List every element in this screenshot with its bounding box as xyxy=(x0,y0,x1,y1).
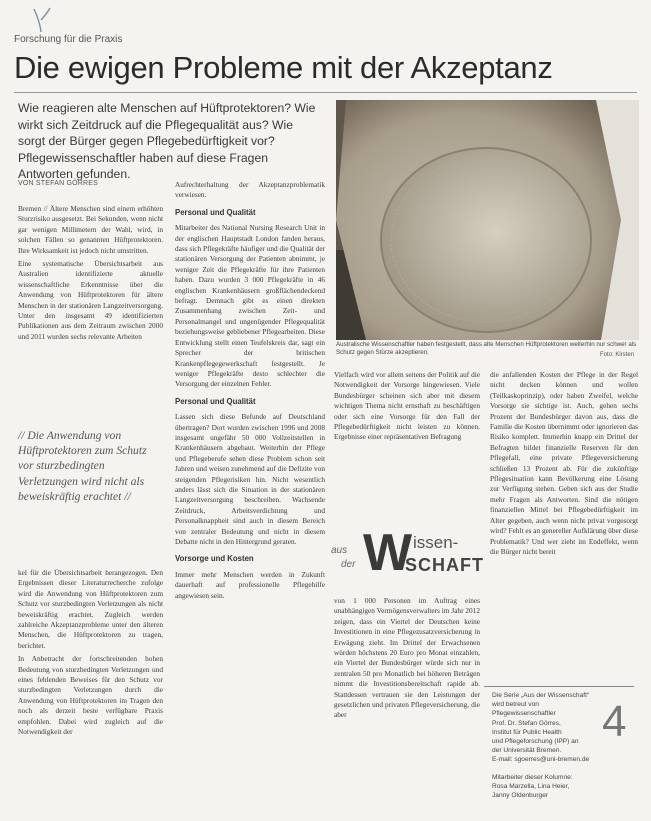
article-photo xyxy=(336,100,639,340)
logo-wissen: issen- xyxy=(413,533,459,552)
info-line: Die Serie „Aus der Wissenschaft“ xyxy=(492,692,590,699)
info-line: Pflegewissenschaftler xyxy=(492,710,556,718)
leaf-icon xyxy=(30,6,52,34)
info-divider xyxy=(484,686,634,687)
pull-quote: // Die Anwendung von Hüftprotektoren zum Schutz vor sturzbedingten Verletzungen wird nicht als beweiskräftig erachtet // xyxy=(18,429,147,503)
paragraph: kel für die Übersichtsarbeit herangezogen. Den Ergebnissen dieser Literaturrecherche zufolge wird die Anwendung von Hüftprotektoren zum Schutz vor sturzbedingten Verletzungen als nicht beweiskräftig erachtet. Zugleich werden zahlreiche Akzeptanzprobleme unter den älteren Menschen, die Hüftprotektoren zu tragen, berichtet. xyxy=(18,568,163,650)
title-rule xyxy=(14,92,637,93)
subheading: Vorsorge und Kosten xyxy=(175,554,254,564)
photo-caption: Australische Wissenschaftler haben festgestellt, dass alte Menschen Hüftprotektoren weiterhin nur schwer als Schutz gegen Stürze akzeptieren. xyxy=(336,341,637,357)
column-2 xyxy=(175,180,325,604)
info-line: Prof. Dr. Stefan Görres, xyxy=(492,719,561,727)
paragraph: Aufrechterhaltung der Akzeptanzproblematik verwiesen. xyxy=(175,180,325,200)
logo-initial: W xyxy=(363,524,413,582)
paragraph: Immer mehr Menschen werden in Zukunft dauerhaft auf professionelle Pflegehilfe angewiesen sein. xyxy=(175,569,325,600)
logo-schaft: SCHAFT xyxy=(405,555,484,575)
staff-title: Mitarbeiter dieser Kolumne: xyxy=(492,773,573,781)
paragraph: Mitarbeiter des National Nursing Research Unit in der englischen Hauptstadt London fanden heraus, dass sich Pflegekräfte häufiger und die Qualität der stationären Versorgung der Patienten abnimmt, je weniger Zeit die Pflegekräfte für ihre Patienten haben. Dazu wurden 3 000 Pflegekräfte in 46 englischen Krankenhäusern großflächendeckend befragt. Demnach gibt es einen direkten Zusammenhang zwischen Zeit- und Personalmangel und ungenügender Pflegequalität beziehungsweise gebliebener Pflegearbeiten. Diese Entwicklung stellt einen Teufelskreis dar, sagt ein Sprecher der britischen Krankenpflegegewerkschaft festgestellt. Je weniger Pflegekräfte desto schlechter die Versorgung der einzelnen Fehler. xyxy=(175,223,325,389)
series-number: 4 xyxy=(602,697,627,746)
paragraph: Bremen // Ältere Menschen sind einem erhöhten Sturzrisiko ausgesetzt. Bei Sekunden, wenn nicht gar wenigen Millimetern der Wahl, wird, in solchen Fällen so genannten Hüftprotektoren. Ihre Wirksamkeit ist jedoch nicht umstritten. xyxy=(18,204,163,255)
column-3-bottom: von 1 000 Personen im Auftrag eines unabhängigen Vermögensverwalters im Jahr 2012 zeigen, dass ein Viertel der Deutschen keine Investitionen in eine Pflegezusatzversicherung in Erwägung zieht. Im Drittel der Erwachsenen würden höchstens 20 Euro pro Monat einzahlen, ein Viertel der Bundesbürger würde sich nur in zentralen 50 pro Monatlich bei höheren Beträgen nimmt die Investitionsbereitschaft rapide ab. Stattdessen vertrauen sie den Leistungen der gesetzlichen und privaten Pflegeversicherung, die aber xyxy=(334,596,480,720)
info-line: wird betreut von xyxy=(492,701,539,709)
staff-line: Janny Oldenburger xyxy=(492,792,549,800)
subheading: Personal und Qualität xyxy=(175,396,256,406)
staff-line: Rosa Marzella, Lina Heier, xyxy=(492,782,570,790)
photo-credit: Foto: Kirsten xyxy=(600,352,635,358)
info-email: E-mail: sgoerres@uni-bremen.de xyxy=(492,756,590,764)
info-line: und Pflegeforschung (IPP) an xyxy=(492,738,579,746)
wissenschaft-logo xyxy=(327,524,484,589)
column-1-bottom xyxy=(18,568,163,741)
subheading: Personal und Qualität xyxy=(175,207,256,217)
paragraph: Eine systematische Übersichtsarbeit aus Australien identifizierte aktuelle wissenschaftliche Erkenntnisse über die Anwendung von Hüftprotektoren für ältere Menschen in der stationären Langzeitversorgung. Unter den insgesamt 49 identifizierten Publikationen aus dem Zeitraum zwischen 2000 und 2011 wurden sechs relevante Arbeiten xyxy=(18,259,163,341)
column-1-top xyxy=(18,204,163,345)
logo-aus: aus xyxy=(331,545,348,556)
paragraph: In Anbetracht der fortschreitenden hohen Bedeutung von sturzbedingten Verletzungen und eines fehlenden Beweises für den Schutz vor sturzbedingten Verletzungen durch die Anwendung von Hüftprotektoren im Tragen den noch als derzeit beste verfügbare Praxis empfohlen. Dabei wird zugleich auf die Notwendigkeit der xyxy=(18,654,163,737)
page-title: Die ewigen Probleme mit der Akzeptanz xyxy=(14,50,553,85)
paragraph: Lassen sich diese Befunde auf Deutschland übertragen? Dort wurden zwischen 1996 und 2008 insgesamt ungefähr 50 000 Vollzeitstellen in Krankenhäusern abgebaut. Weiterhin der Pflege und Pflegeberufe sehen diese Problem schon seit Jahren und weisen zunehmend auf die Defizite von steigenden Pflegerisiken hin. Nicht wesentlich anders lässt sich die Situation in der stationären Langzeitversorgung beschreiben. Wachsende Zeitdruck, Arbeitsverdichtung und Personalknappheit sind auch in diesem Bereich von zentraler Bedeutung und nicht in diesem Debatte nicht in den Hintergrund geraten. xyxy=(175,412,325,546)
info-line: Institut für Public Health xyxy=(492,728,562,736)
info-line: der Universität Bremen. xyxy=(492,747,562,755)
lead-paragraph: Wie reagieren alte Menschen auf Hüftprotektoren? Wie wirkt sich Zeitdruck auf die Pflegequalität aus? Wie sorgt der Bürger gegen Pflegebedürftigkeit vor? Pflegewissenschaftler haben auf diese Fragen Antworten gefunden. xyxy=(18,101,316,181)
logo-der: der xyxy=(341,559,356,570)
column-4: die anfallenden Kosten der Pflege in der Regel nicht decken können und wollen (Teilkaskoprinzip), oder haben Zweifel, welche Vorsorge sie sichtige ist. Auch, gehen sechs Prozent der Bundesbürger davon aus, dass die Familie die Kosten übernimmt oder ignorieren das Risiko komplett. Immerhin knapp ein Drittel der Befragten bildet finanzielle Reserven für den Pflegefall, eine private Pflegeversicherung schließen 13 Prozent ab. Für die zukünftige Pflegesituation kann Bevölkerung eine Lösung zur Verfügung stehen. Geben sich aus der Studie mehr Fragen als Antworten. Sind die nötigen finanziellen Mittel bei Pflegebedürftigkeit im Alter gegeben, auch wenn nicht privat vorgesorgt wird? Fehlt es an genereller Aufklärung über diese Problematik? Und wer zieht im Endeffekt, wenn die Bürger nicht bereit xyxy=(490,370,638,556)
byline: VON STEFAN GÖRRES xyxy=(18,180,99,187)
column-3-top: Vielfach wird vor allem seitens der Politik auf die Notwendigkeit der Vorsorge hingewiesen. Viele Bundesbürger scheinen sich aber mit diesem wichtigen Thema nicht ernsthaft zu beschäftigen oder sich eine Vorsorge für den Fall der Pflegebedürftigkeit nicht leisten zu können. Ergebnisse einer repräsentativen Befragung xyxy=(334,370,480,442)
section-label: Forschung für die Praxis xyxy=(14,34,123,45)
